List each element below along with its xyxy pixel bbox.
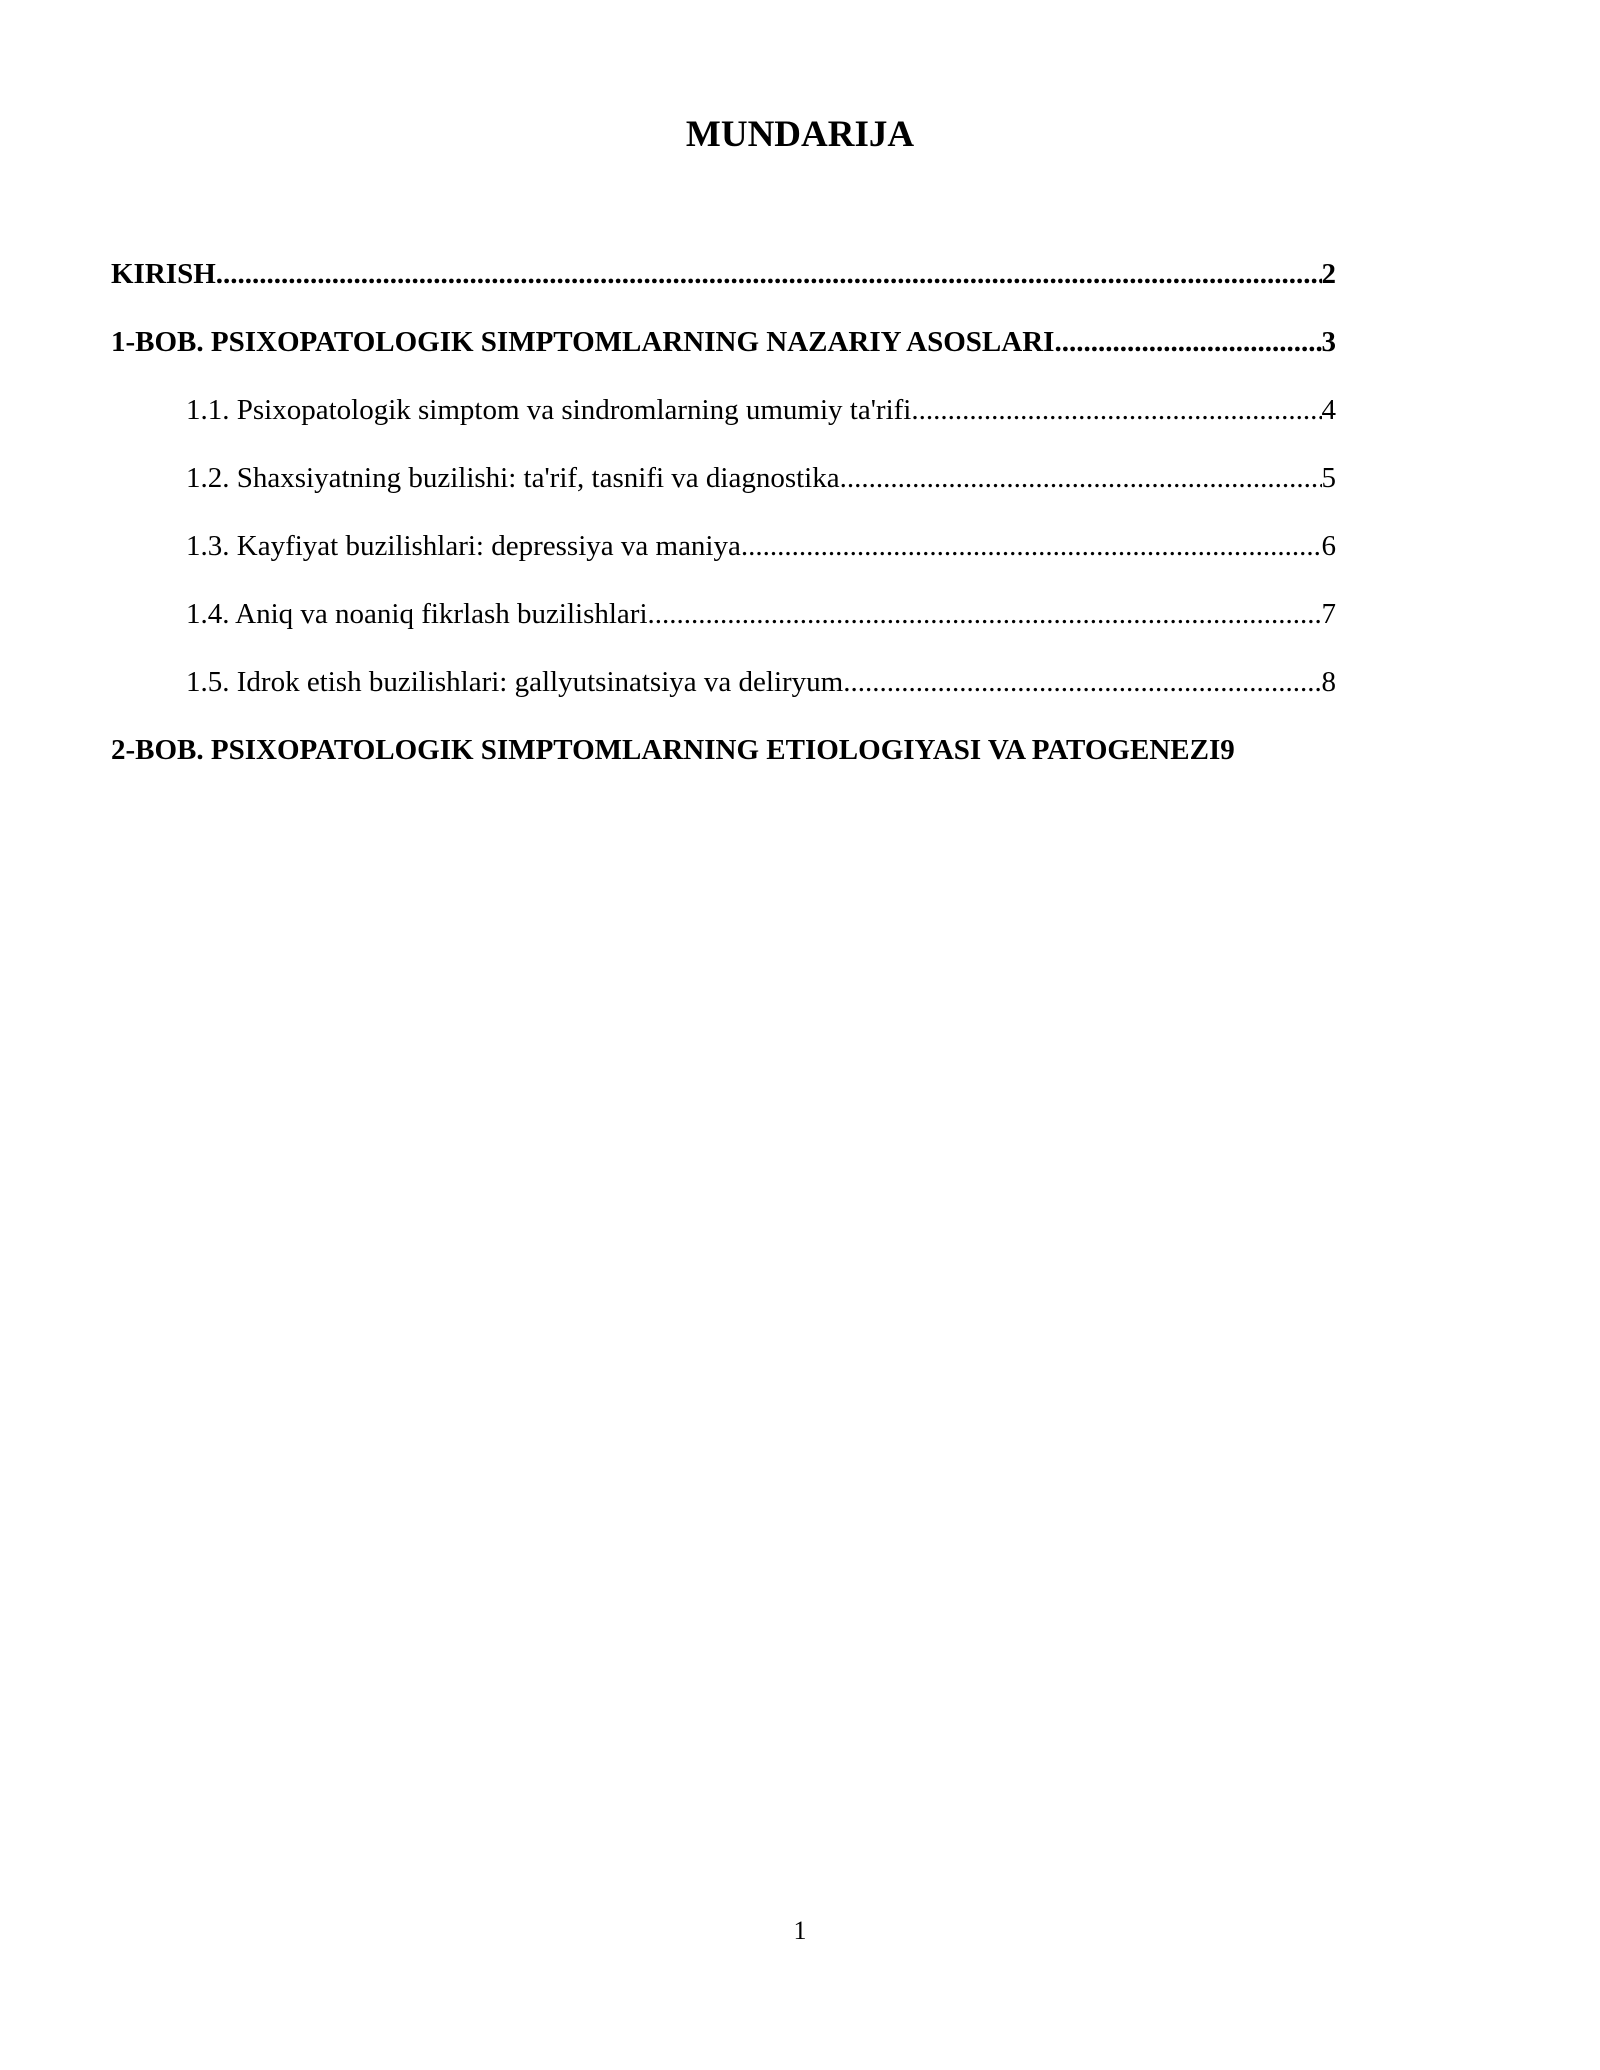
toc-entry-section-1-3[interactable] [111,526,1336,594]
toc-entry-label: 1.5. Idrok etish buzilishlari: gallyutsinatsiya va deliryum [186,666,844,698]
toc-entry-page: 5 [1321,462,1336,494]
toc-entry-page: 9 [1220,734,1235,766]
toc-entry-page: 2 [1321,258,1336,290]
toc-entry-page: 4 [1321,394,1336,426]
toc-entry-label: 1-BOB. PSIXOPATOLOGIK SIMPTOMLARNING NAZARIY ASOSLARI [111,326,1055,358]
toc-dot-leader [840,458,1322,498]
toc-dot-leader [843,662,1321,702]
toc-entry-page: 7 [1321,598,1336,630]
toc-entry-section-1-1[interactable] [111,390,1336,458]
table-of-contents [111,254,1336,798]
toc-entry-label: 1.2. Shaxsiyatning buzilishi: ta'rif, tasnifi va diagnostika [186,462,840,494]
toc-entry-section-1-4[interactable] [111,594,1336,662]
toc-entry-section-1-5[interactable] [111,662,1336,730]
toc-entry-label: KIRISH [111,258,216,290]
toc-dot-leader [741,526,1322,566]
toc-dot-leader [648,594,1322,634]
toc-entry-label: 1.4. Aniq va noaniq fikrlash buzilishlari [186,598,648,630]
toc-dot-leader [1054,322,1321,362]
toc-entry-chapter-1[interactable] [111,322,1336,390]
toc-entry-page: 3 [1321,326,1336,358]
toc-entry-section-1-2[interactable] [111,458,1336,526]
toc-entry-label: 2-BOB. PSIXOPATOLOGIK SIMPTOMLARNING ETIOLOGIYASI VA PATOGENEZI [111,734,1221,766]
toc-entry-chapter-2[interactable] [111,730,1336,798]
page-title: MUNDARIJA [685,114,915,155]
toc-entry-label: 1.1. Psixopatologik simptom va sindromlarning umumiy ta'rifi [186,394,912,426]
toc-dot-leader [216,254,1322,294]
toc-dot-leader [911,390,1321,430]
toc-entry-page: 8 [1321,666,1336,698]
toc-entry-kirish[interactable] [111,254,1336,322]
toc-entry-page: 6 [1321,530,1336,562]
page-number: 1 [793,1916,807,1945]
toc-entry-label: 1.3. Kayfiyat buzilishlari: depressiya va maniya [186,530,741,562]
